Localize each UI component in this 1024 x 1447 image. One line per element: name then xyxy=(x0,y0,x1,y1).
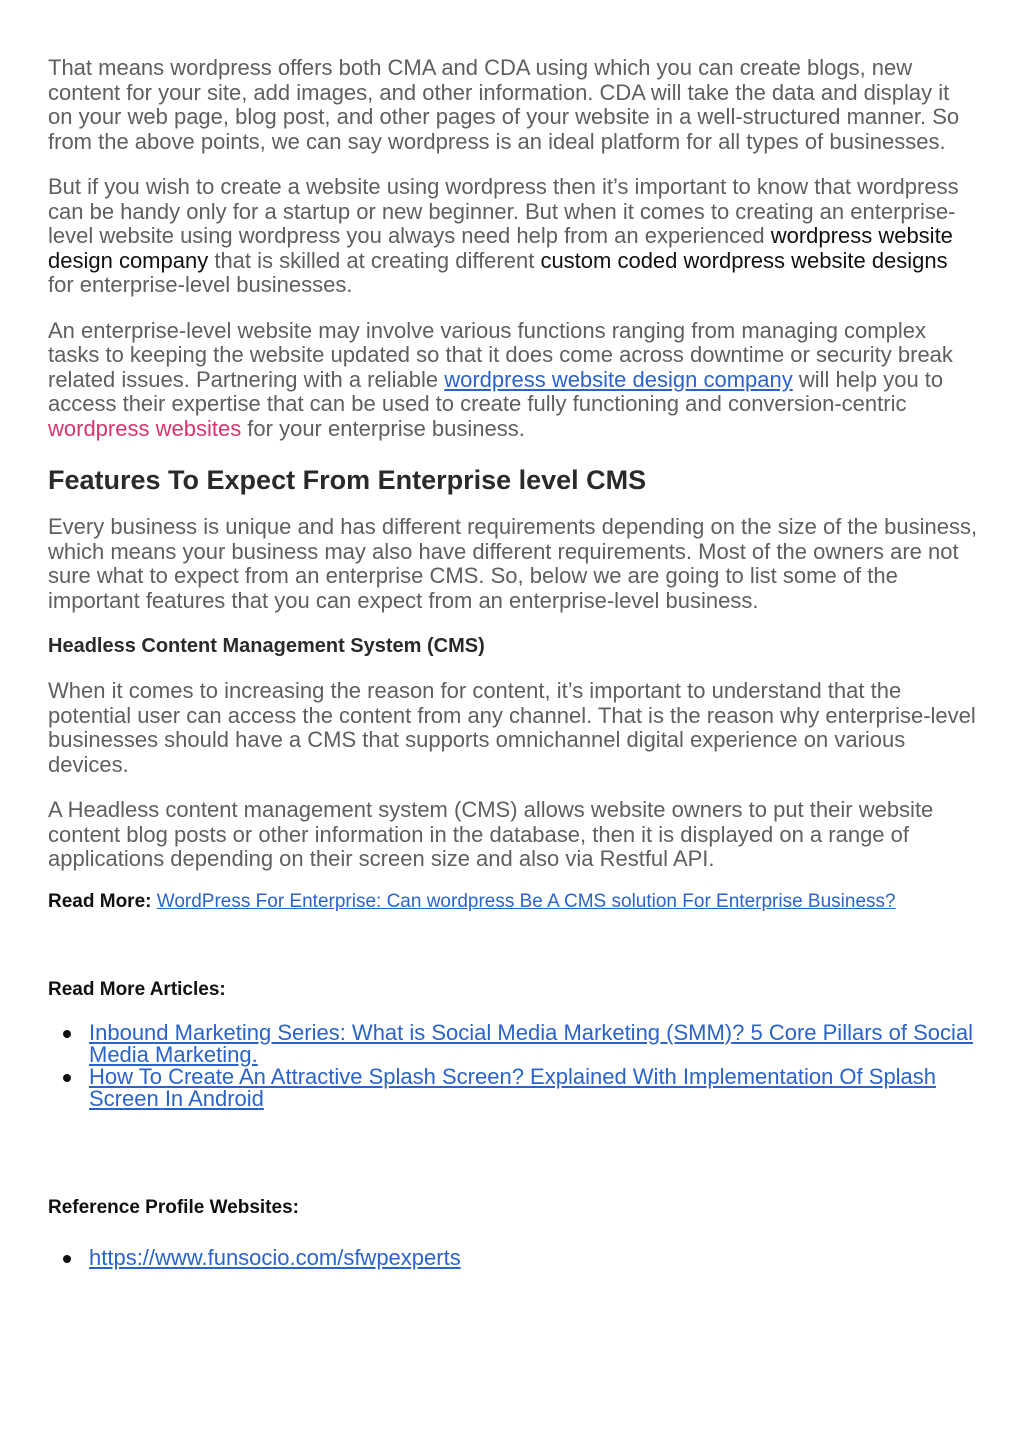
paragraph-enterprise-functions xyxy=(48,319,978,442)
read-more-link[interactable]: WordPress For Enterprise: Can wordpress Be A CMS solution For Enterprise Business? xyxy=(156,890,896,912)
spacer xyxy=(48,1220,978,1247)
reference-link-funsocio[interactable]: https://www.funsocio.com/sfwpexperts xyxy=(89,1244,461,1270)
heading-headless-cms: Headless Content Management System (CMS) xyxy=(48,635,485,657)
link-wordpress-design-company[interactable]: wordpress website design company xyxy=(48,223,953,273)
list-item xyxy=(89,1019,978,1067)
document-page xyxy=(48,56,978,1269)
text-segment: for your enterprise business. xyxy=(241,415,525,441)
paragraph-cma-cda: That means wordpress offers both CMA and CDA using which you can create blogs, new content for your site, add images, and other information. CDA will take the data and display it on your web page, blog post, and other pages of your website in a well-structured manner. So from the above points, we can say wordpress is an ideal platform for all types of businesses. xyxy=(48,55,960,154)
text-segment: An enterprise-level website may involve various functions ranging from managing complex tasks to keeping the website updated so that it does come across downtime or security break related issues. Partnering with a reliable xyxy=(48,317,953,392)
paragraph-headless-1: When it comes to increasing the reason for content, it’s important to understand that the potential user can access the content from any channel. That is the reason why enterprise-level businesses should have a CMS that supports omnichannel digital experience on various devices. xyxy=(48,678,976,777)
article-link-smm[interactable]: Inbound Marketing Series: What is Social Media Marketing (SMM)? 5 Core Pillars of Social Media Marketing. xyxy=(89,1019,974,1067)
list-item xyxy=(89,1063,978,1111)
text-segment: will help you to access their expertise that can be used to create fully functioning and conversion-centric xyxy=(48,366,944,416)
article-link-splash-screen[interactable]: How To Create An Attractive Splash Screen? Explained With Implementation Of Splash Screen In Android xyxy=(89,1063,937,1111)
spacer xyxy=(48,1110,978,1196)
reference-list xyxy=(48,1244,978,1270)
bullet-icon xyxy=(63,1074,71,1082)
read-more-line xyxy=(48,890,978,913)
articles-list xyxy=(48,1019,978,1111)
text-segment: for enterprise-level businesses. xyxy=(48,272,353,297)
read-more-label: Read More: xyxy=(48,890,152,912)
read-more-articles-label: Read More Articles: xyxy=(48,978,226,1000)
bullet-icon xyxy=(63,1030,71,1038)
spacer xyxy=(48,1002,978,1022)
paragraph-headless-2: A Headless content management system (CMS) allows website owners to put their website content blog posts or other information in the database, then it is displayed on a range of applications depending on their screen size and also via Restful API. xyxy=(48,797,934,871)
bullet-icon xyxy=(63,1255,71,1263)
heading-features: Features To Expect From Enterprise level CMS xyxy=(48,465,647,495)
text-segment: But if you wish to create a website using wordpress then it’s important to know that wordpress can be handy only for a startup or new beginner. But when it comes to creating an enterprise-level website using wordpress you always need help from an experienced xyxy=(48,174,959,248)
link-wordpress-design-company-2[interactable]: wordpress website design company xyxy=(444,366,793,392)
link-custom-coded-designs[interactable]: custom coded wordpress website designs xyxy=(540,247,948,273)
link-wordpress-websites[interactable]: wordpress websites xyxy=(48,415,242,441)
paragraph-enterprise-help xyxy=(48,175,978,298)
reference-profiles-label: Reference Profile Websites: xyxy=(48,1196,299,1218)
paragraph-features-intro: Every business is unique and has different requirements depending on the size of the business, which means your business may also have different requirements. Most of the owners are not sure what to expect from an enterprise CMS. So, below we are going to list some of the important features that you can expect from an enterprise-level business. xyxy=(48,514,978,613)
text-segment: that is skilled at creating different xyxy=(208,247,541,273)
spacer xyxy=(48,913,978,978)
list-item xyxy=(89,1244,978,1270)
